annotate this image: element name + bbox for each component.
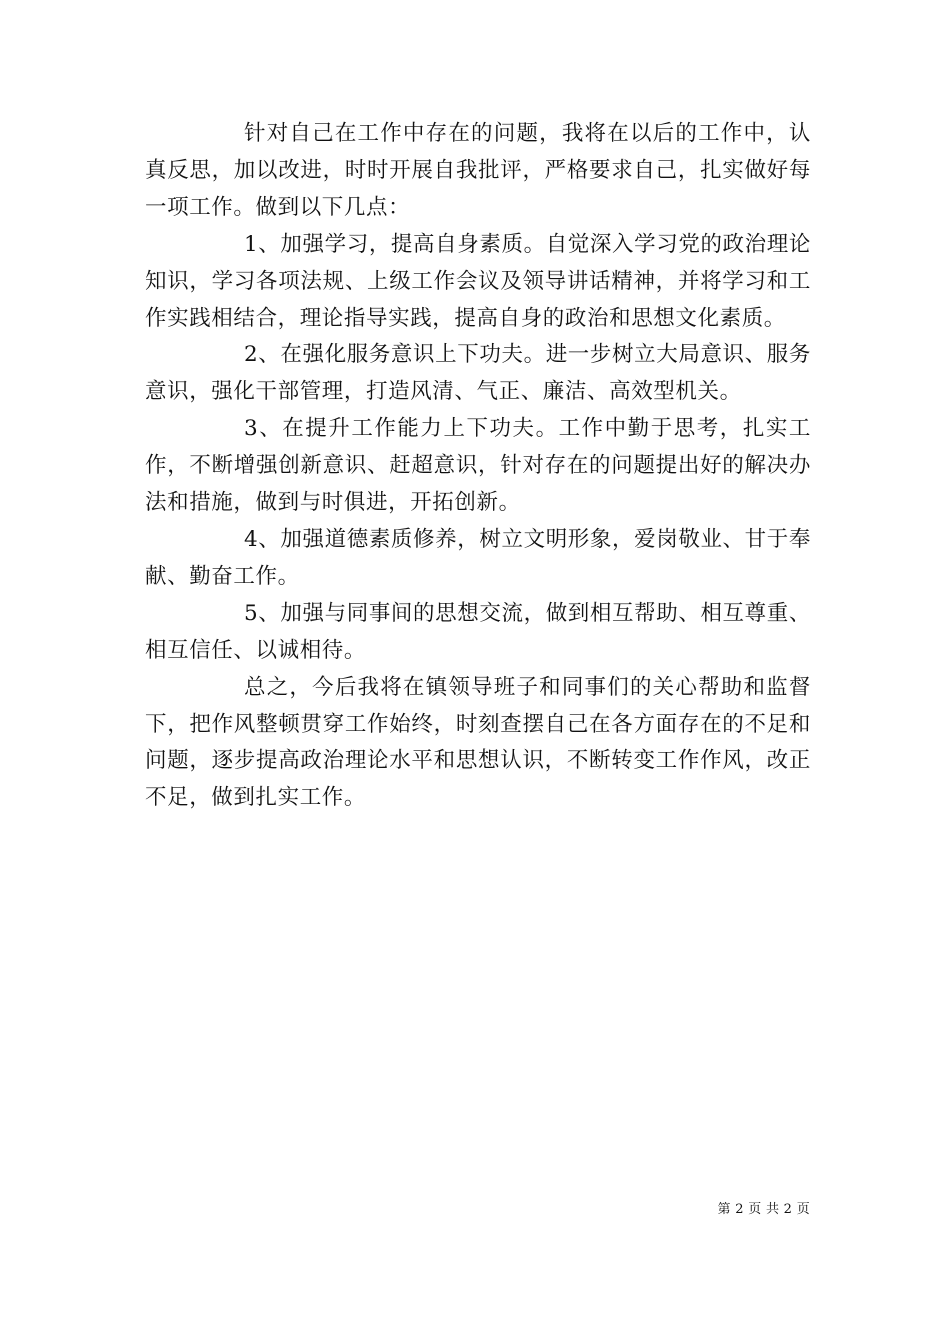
- paragraph-intro: 针对自己在工作中存在的问题，我将在以后的工作中，认真反思，加以改进，时时开展自我批评，严格要求自己，扎实做好每一项工作。做到以下几点：: [145, 121, 811, 220]
- page-number-footer: 第 2 页 共 2 页: [717, 1202, 810, 1217]
- paragraph-point-4: 4、加强道德素质修养，树立文明形象，爱岗敬业、甘于奉献、勤奋工作。: [145, 526, 811, 589]
- document-body: [145, 116, 811, 817]
- paragraph-point-2: 2、在强化服务意识上下功夫。进一步树立大局意识、服务意识，强化干部管理，打造风清、气正、廉洁、高效型机关。: [145, 342, 811, 405]
- paragraph-point-3: 3、在提升工作能力上下功夫。工作中勤于思考，扎实工作，不断增强创新意识、赶超意识，针对存在的问题提出好的解决办法和措施，做到与时俱进，开拓创新。: [145, 416, 811, 516]
- paragraph-conclusion: 总之，今后我将在镇领导班子和同事们的关心帮助和监督下，把作风整顿贯穿工作始终，时刻查摆自己在各方面存在的不足和问题，逐步提高政治理论水平和思想认识，不断转变工作作风，改正不足，做到扎实工作。: [145, 674, 811, 811]
- paragraph-point-5: 5、加强与同事间的思想交流，做到相互帮助、相互尊重、相互信任、以诚相待。: [145, 600, 811, 663]
- paragraph-point-1: 1、加强学习，提高自身素质。自觉深入学习党的政治理论知识，学习各项法规、上级工作会议及领导讲话精神，并将学习和工作实践相结合，理论指导实践，提高自身的政治和思想文化素质。: [145, 231, 811, 331]
